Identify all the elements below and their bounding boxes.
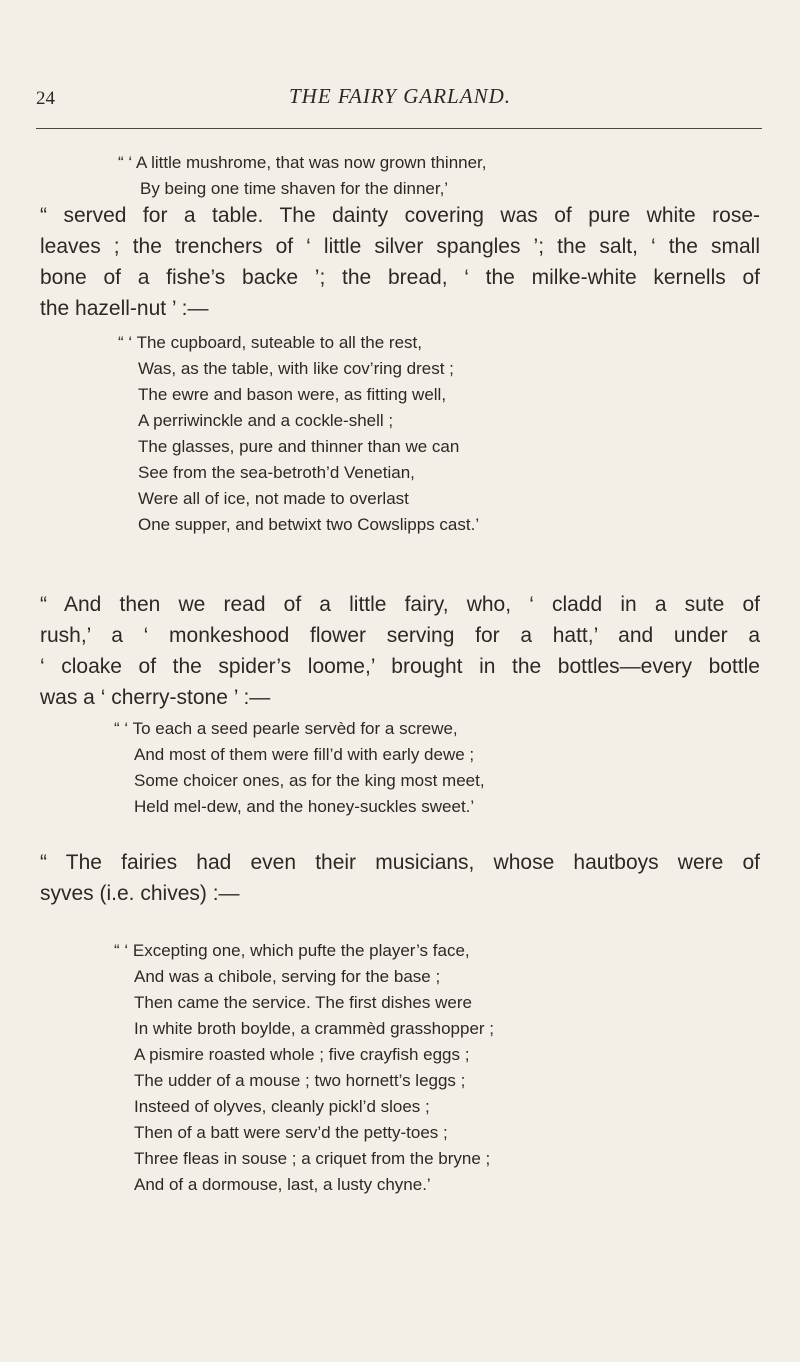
prose-paragraph bbox=[40, 589, 760, 713]
prose-line: “ And then we read of a little fairy, who, ‘ cladd in a sute of bbox=[40, 593, 760, 616]
verse-line: A pismire roasted whole ; five crayfish eggs ; bbox=[134, 1045, 470, 1064]
verse-line: Insteed of olyves, cleanly pickl’d sloes ; bbox=[134, 1097, 430, 1116]
verse-line: And was a chibole, serving for the base ; bbox=[134, 967, 441, 986]
verse-line: And most of them were fill’d with early dewe ; bbox=[134, 745, 475, 764]
page-header bbox=[36, 80, 764, 120]
verse-line: By being one time shaven for the dinner,’ bbox=[140, 179, 449, 198]
verse-line: And of a dormouse, last, a lusty chyne.’ bbox=[134, 1175, 431, 1194]
prose-line: leaves ; the trenchers of ‘ little silver spangles ’; the salt, ‘ the small bbox=[40, 235, 760, 258]
verse-block bbox=[114, 716, 485, 820]
verse-line: A perriwinckle and a cockle-shell ; bbox=[138, 411, 394, 430]
verse-line: “ ‘ To each a seed pearle servèd for a screwe, bbox=[114, 719, 458, 738]
verse-line: The udder of a mouse ; two hornett’s leggs ; bbox=[134, 1071, 466, 1090]
prose-line: “ The fairies had even their musicians, whose hautboys were of bbox=[40, 851, 760, 874]
page-number: 24 bbox=[36, 88, 55, 109]
verse-line: See from the sea-betroth’d Venetian, bbox=[138, 463, 415, 482]
verse-line: “ ‘ The cupboard, suteable to all the rest, bbox=[118, 333, 422, 352]
verse-line: In white broth boylde, a crammèd grasshopper ; bbox=[134, 1019, 495, 1038]
verse-line: One supper, and betwixt two Cowslipps cast.’ bbox=[138, 515, 480, 534]
prose-paragraph bbox=[40, 847, 760, 909]
header-rule bbox=[36, 128, 762, 129]
verse-line: Then came the service. The first dishes were bbox=[134, 993, 472, 1012]
verse-block bbox=[118, 330, 479, 538]
prose-line: “ served for a table. The dainty covering was of pure white rose- bbox=[40, 204, 760, 227]
verse-line: Three fleas in souse ; a criquet from the bryne ; bbox=[134, 1149, 491, 1168]
verse-block bbox=[114, 938, 494, 1198]
prose-line: rush,’ a ‘ monkeshood flower serving for a hatt,’ and under a bbox=[40, 624, 760, 647]
verse-block bbox=[118, 150, 487, 202]
verse-line: Held mel-dew, and the honey-suckles sweet.’ bbox=[134, 797, 475, 816]
prose-line: was a ‘ cherry-stone ’ :— bbox=[40, 686, 271, 709]
verse-line: “ ‘ A little mushrome, that was now grown thinner, bbox=[118, 153, 487, 172]
running-title: THE FAIRY GARLAND. bbox=[289, 84, 511, 108]
prose-line: syves (i.e. chives) :— bbox=[40, 882, 240, 905]
verse-line: The glasses, pure and thinner than we can bbox=[138, 437, 460, 456]
verse-line: “ ‘ Excepting one, which pufte the player’s face, bbox=[114, 941, 470, 960]
prose-line: the hazell-nut ’ :— bbox=[40, 297, 209, 320]
verse-line: Some choicer ones, as for the king most meet, bbox=[134, 771, 485, 790]
prose-paragraph bbox=[40, 200, 760, 324]
verse-line: Then of a batt were serv’d the petty-toes ; bbox=[134, 1123, 448, 1142]
prose-line: ‘ cloake of the spider’s loome,’ brought in the bottles—every bottle bbox=[40, 655, 760, 678]
verse-line: The ewre and bason were, as fitting well, bbox=[138, 385, 447, 404]
prose-line: bone of a fishe’s backe ’; the bread, ‘ the milke-white kernells of bbox=[40, 266, 760, 289]
verse-line: Were all of ice, not made to overlast bbox=[138, 489, 409, 508]
verse-line: Was, as the table, with like cov’ring drest ; bbox=[138, 359, 454, 378]
